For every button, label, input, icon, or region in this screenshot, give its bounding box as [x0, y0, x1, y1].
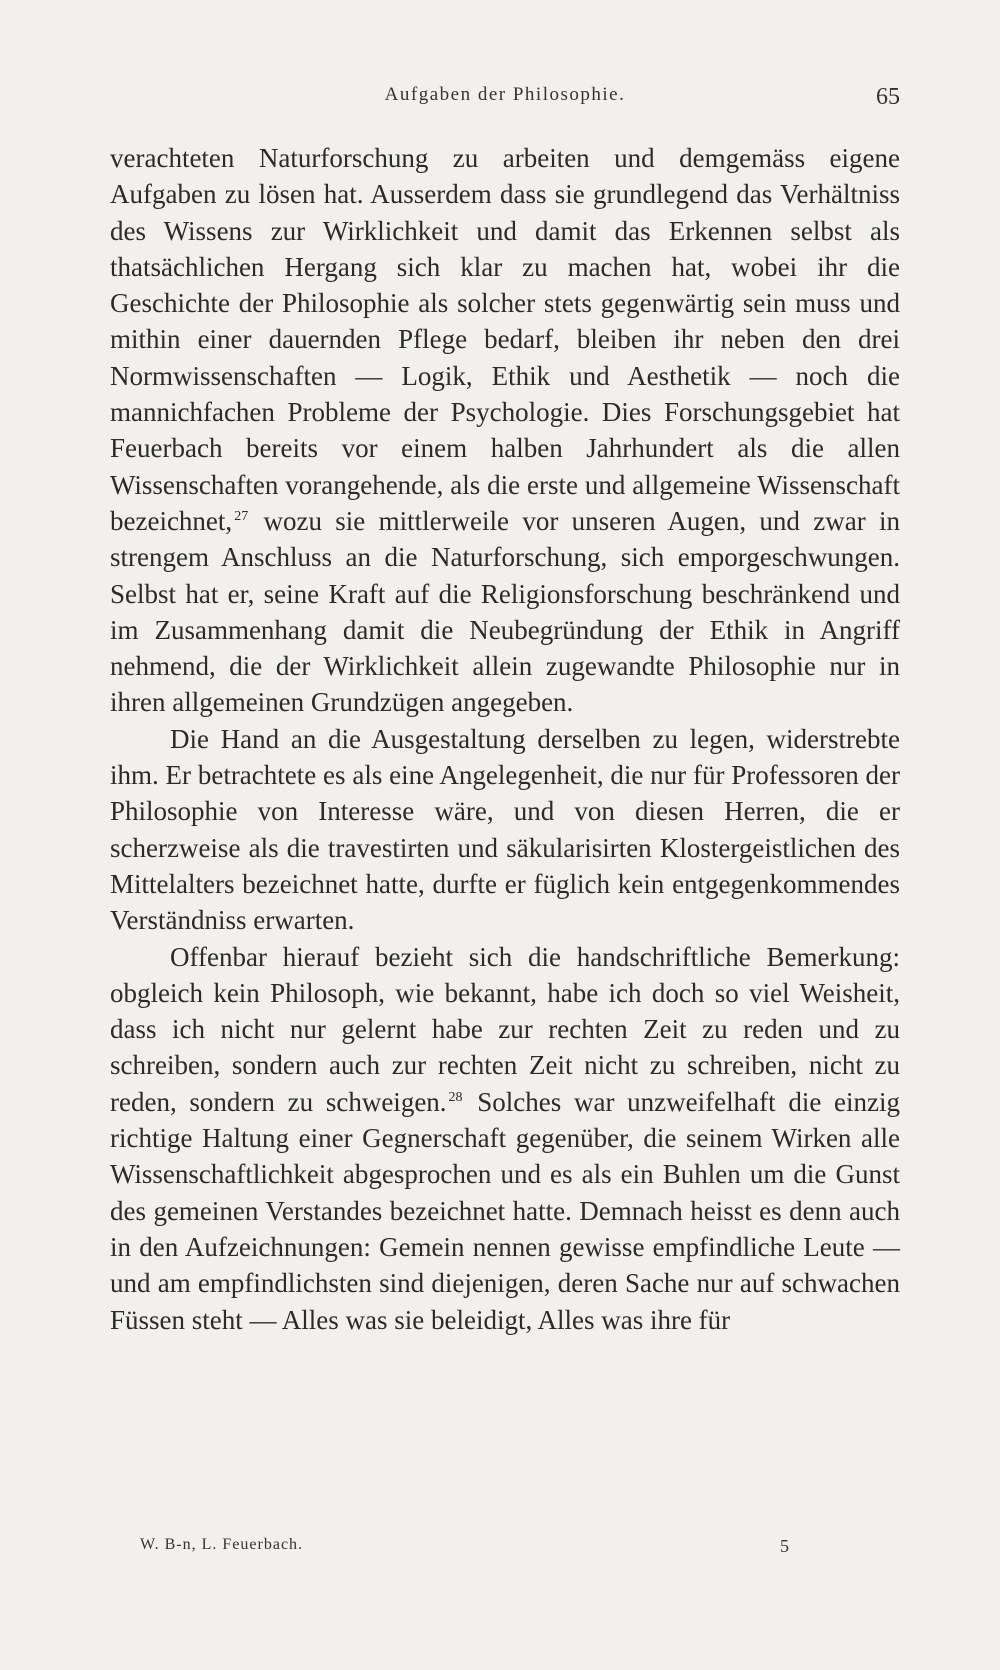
paragraph — [110, 939, 900, 1338]
text-run: verachteten Naturforschung zu arbeiten und demgemäss eigene Aufgaben zu lösen hat. Ausserdem dass sie grundlegend das Verhältniss des Wissens zur Wirklichkeit und damit das Erkennen selbst als thatsächlichen Hergang sich klar zu machen hat, wobei ihr die Geschichte der Philosophie als solcher stets gegenwärtig sein muss und mithin einer dauernden Pflege bedarf, bleiben ihr neben den drei Normwissenschaften — Logik, Ethik und Aesthetik — noch die mannichfachen Probleme der Psychologie. Dies Forschungsgebiet hat Feuerbach bereits vor einem halben Jahrhundert als die allen Wissenschaften vorangehende, als die erste und allgemeine Wissenschaft bezeichnet, — [110, 143, 900, 536]
text-run: wozu sie mittlerweile vor unseren Augen, und zwar in strengem Anschluss an die Naturforschung, sich emporgeschwungen. Selbst hat er, seine Kraft auf die Religionsforschung beschränkend und im Zusammenhang damit die Neubegründung der Ethik in Angriff nehmend, die der Wirklichkeit allein zugewandte Philosophie nur in ihren allgemeinen Grundzügen angegeben. — [110, 505, 900, 718]
text-run: Solches war unzweifelhaft die einzig richtige Haltung einer Gegnerschaft gegenüber, die seinem Wirken alle Wissenschaftlichkeit abgesprochen und es als ein Buhlen um die Gunst des gemeinen Verstandes bezeichnet hatte. Demnach heisst es denn auch in den Aufzeichnungen: Gemein nennen gewisse empfindliche Leute — und am empfindlichsten sind diejenigen, deren Sache nur auf schwachen Füssen steht — Alles was sie beleidigt, Alles was ihre für — [110, 1086, 900, 1335]
body-text — [110, 140, 900, 1338]
text-run: Die Hand an die Ausgestaltung derselben zu legen, widerstrebte ihm. Er betrachtete es als eine Angelegenheit, die nur für Professoren der Philosophie von Interesse wäre, und von diesen Herren, die er scherzweise als die travestirten und säkularisirten Klostergeistlichen des Mittelalters bezeichnet hatte, durfte er füglich kein entgegenkommendes Verständniss erwarten. — [110, 723, 900, 936]
signature-number: 5 — [780, 1536, 790, 1556]
page-footer — [140, 1536, 790, 1560]
paragraph — [110, 721, 900, 939]
footnote-reference: 27 — [234, 508, 249, 524]
page-number: 65 — [876, 84, 900, 110]
footnote-reference: 28 — [448, 1089, 463, 1105]
signature-mark: W. B-n, L. Feuerbach. — [140, 1536, 304, 1553]
page-header — [110, 80, 900, 114]
text-run: Offenbar hierauf bezieht sich die handschriftliche Bemerkung: obgleich kein Philosoph, wie bekannt, habe ich doch so viel Weisheit, dass ich nicht nur gelernt habe zur rechten Zeit zu reden und zu schreiben, sondern auch zur rechten Zeit nicht zu schreiben, nicht zu reden, sondern zu schweigen. — [110, 941, 900, 1117]
running-title: Aufgaben der Philosophie. — [384, 84, 626, 105]
paragraph — [110, 140, 900, 721]
